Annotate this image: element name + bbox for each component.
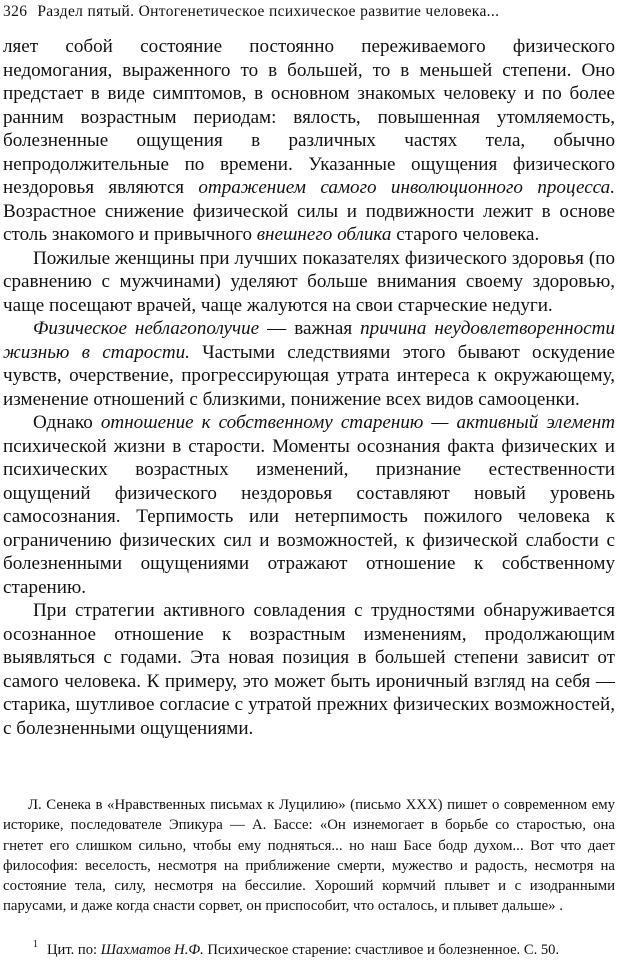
paragraph-1-emphasis-2: внешнего облика (256, 224, 392, 245)
paragraph-3-emphasis-1: Физическое неблагополучие (33, 318, 260, 339)
paragraph-4-text-1: Однако (33, 412, 101, 433)
paragraph-3-text-1: — важная (259, 318, 361, 339)
paragraph-1-text-2: Возрастное снижение физической силы и подвижности лежит в основе столь знакомого и привычного (3, 200, 615, 245)
paragraph-1-text-3: старого человека. (391, 224, 540, 245)
paragraph-2: Пожилые женщины при лучших показателях физического здоровья (по сравнению с мужчинами) уделяют больше внимания своему здоровью, чаще посещают врачей, чаще жалуются на свои старческие недуги. (3, 247, 615, 316)
seneca-quote (3, 795, 615, 917)
paragraph-3-emphasis-2: причина неудовлетворенности жизнью в старости. (3, 318, 615, 363)
running-title: Раздел пятый. Онтогенетическое психическое развитие человека... (37, 3, 500, 20)
footnote-text-1: Цит. по: (47, 942, 101, 958)
paragraph-5: При стратегии активного совладения с трудностями обнаруживается осознанное отношение к возрастным изменениям, продолжающим выявляться с годами. Эта новая позиция в большей степени зависит от самого человека. К примеру, это может быть ироничный взгляд на себя — старика, шутливое согласие с утратой прежних физических возможностей, с болезненными ощущениями. (3, 600, 615, 739)
paragraph-1 (3, 35, 615, 247)
footnote (3, 935, 615, 960)
footnote-author: Шахматов Н.Ф. (100, 942, 204, 958)
paragraph-3-text-2: Частыми следствиями этого бывают оскудение чувств, очерствение, прогрессирующая утрата интереса к окружающему, изменение отношений с близкими, понижение всех видов самооценки. (3, 341, 616, 410)
quote-text: Л. Сенека в «Нравственных письмах к Луцилию» (письмо XXX) пишет о современном ему историке, последователе Эпикура — А. Бассе: «Он изнемогает в борьбе со старостью, она гнетет его слишком сильно, чтобы ему подняться... но наш Басе бодр духом... Вот что дает философия: веселость, несмотря на приближение смерти, мужество и радость, несмотря на состояние тела, силу, несмотря на бессилие. Хороший кормчий плывет и с изодранными парусами, и даже когда снасти сорвет, он приспособит, что осталось, и плывет дальше» . (3, 797, 615, 915)
main-text (3, 35, 615, 740)
paragraph-1-emphasis-1: отражением самого инволюционного процесса. (198, 177, 615, 198)
paragraph-4 (3, 411, 615, 599)
page-number: 326 (3, 3, 28, 20)
running-header (3, 0, 620, 24)
paragraph-4-text-2: психической жизни в старости. Моменты осознания факта физических и психических возрастных изменений, признание естественности ощущений физического нездоровья составляют новый уровень самосознания. Терпимость или нетерпимость пожилого человека к ограничению физических сил и возможностей, к физической слабости с болезненными ощущениями отражают отношение к собственному старению. (3, 435, 615, 598)
paragraph-1-text-1: ляет собой состояние постоянно переживаемого физического недомогания, выраженного то в большей, то в меньшей степени. Оно предстает в виде симптомов, в основном знакомых человеку и по более ранним возрастным периодам: вялость, повышенная утомляемость, болезненные ощущения в различных частях тела, обычно непродолжительные по времени. Указанные ощущения физического нездоровья являются (3, 36, 615, 198)
footnote-marker: 1 (33, 939, 38, 950)
paragraph-3 (3, 317, 615, 411)
paragraph-4-emphasis-1: отношение к собственному старению — активный элемент (100, 412, 615, 433)
footnote-text-2: Психическое старение: счастливое и болезненное. С. 50. (203, 942, 560, 958)
footnote-text (3, 935, 615, 960)
